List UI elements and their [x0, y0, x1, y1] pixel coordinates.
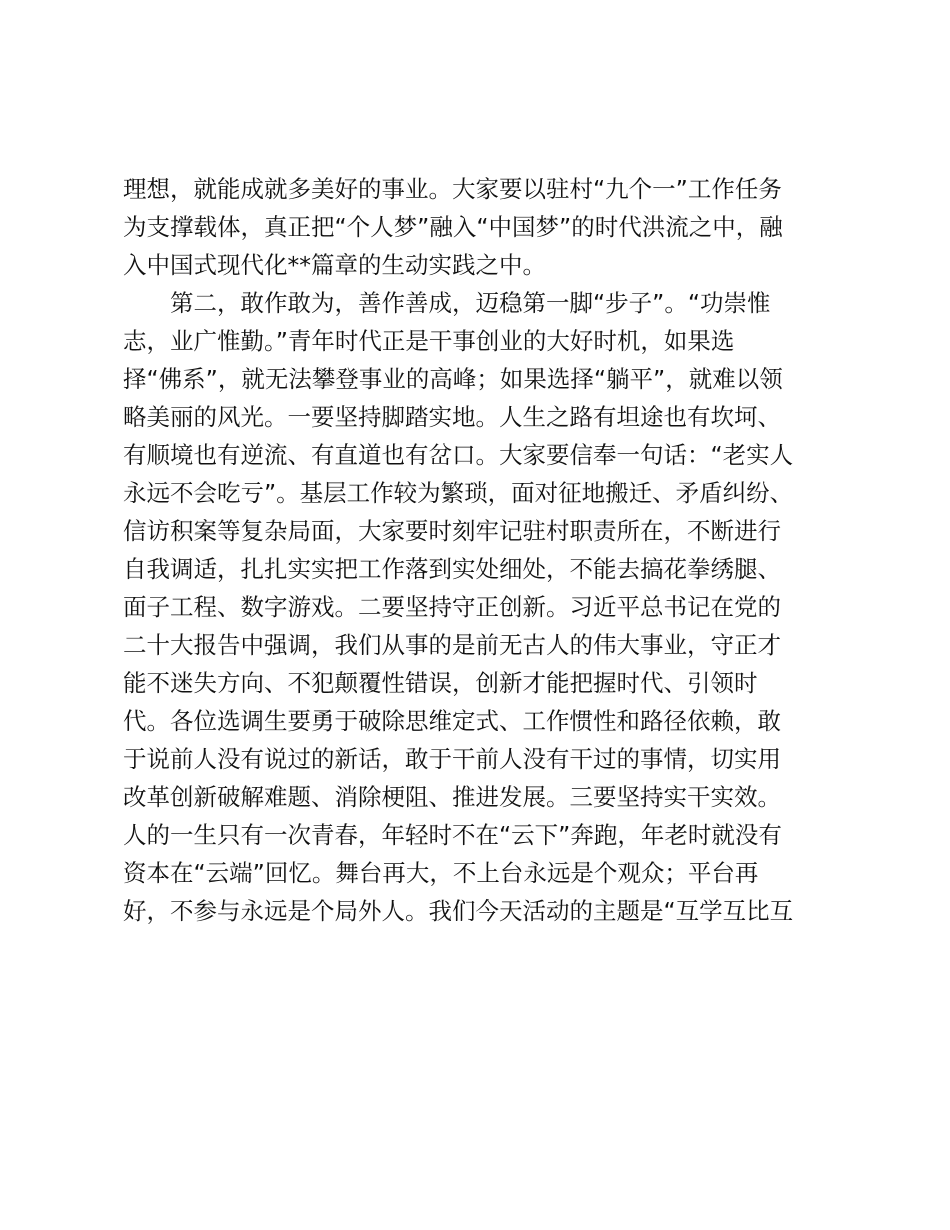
text-line: 能不迷失方向、不犯颠覆性错误，创新才能把握时代、引领时 — [123, 669, 758, 697]
text-line: 于说前人没有说过的新话，敢于干前人没有干过的事情，切实用 — [123, 745, 781, 773]
text-line: 入中国式现代化**篇章的生动实践之中。 — [123, 251, 546, 279]
text-line: 为支撑载体，真正把“个人梦”融入“中国梦”的时代洪流之中，融 — [123, 213, 783, 241]
text-line: 改革创新破解难题、消除梗阻、推进发展。三要坚持实干实效。 — [123, 783, 781, 811]
text-line: 人的一生只有一次青春，年轻时不在“云下”奔跑，年老时就没有 — [123, 821, 782, 849]
text-line: 信访积案等复杂局面，大家要时刻牢记驻村职责所在，不断进行 — [123, 517, 781, 545]
body-text — [123, 170, 828, 930]
text-line: 第二，敢作敢为，善作善成，迈稳第一脚“步子”。“功崇惟 — [123, 289, 771, 317]
text-line: 永远不会吃亏”。基层工作较为繁琐，面对征地搬迁、矛盾纠纷、 — [123, 479, 794, 507]
text-line: 略美丽的风光。一要坚持脚踏实地。人生之路有坦途也有坎坷、 — [123, 403, 781, 431]
text-line: 志，业广惟勤。”青年时代正是干事创业的大好时机，如果选 — [123, 327, 735, 355]
text-line: 代。各位选调生要勇于破除思维定式、工作惯性和路径依赖，敢 — [123, 707, 781, 735]
text-line: 好，不参与永远是个局外人。我们今天活动的主题是“互学互比互 — [123, 897, 794, 925]
text-line: 有顺境也有逆流、有直道也有岔口。大家要信奉一句话：“老实人 — [123, 441, 794, 469]
text-line: 二十大报告中强调，我们从事的是前无古人的伟大事业，守正才 — [123, 631, 781, 659]
text-line: 自我调适，扎扎实实把工作落到实处细处，不能去搞花拳绣腿、 — [123, 555, 781, 583]
text-line: 理想，就能成就多美好的事业。大家要以驻村“九个一”工作任务 — [123, 175, 782, 203]
text-line: 面子工程、数字游戏。二要坚持守正创新。习近平总书记在党的 — [123, 593, 781, 621]
text-line: 择“佛系”，就无法攀登事业的高峰；如果选择“躺平”，就难以领 — [123, 365, 783, 393]
text-line: 资本在“云端”回忆。舞台再大，不上台永远是个观众；平台再 — [123, 859, 759, 887]
